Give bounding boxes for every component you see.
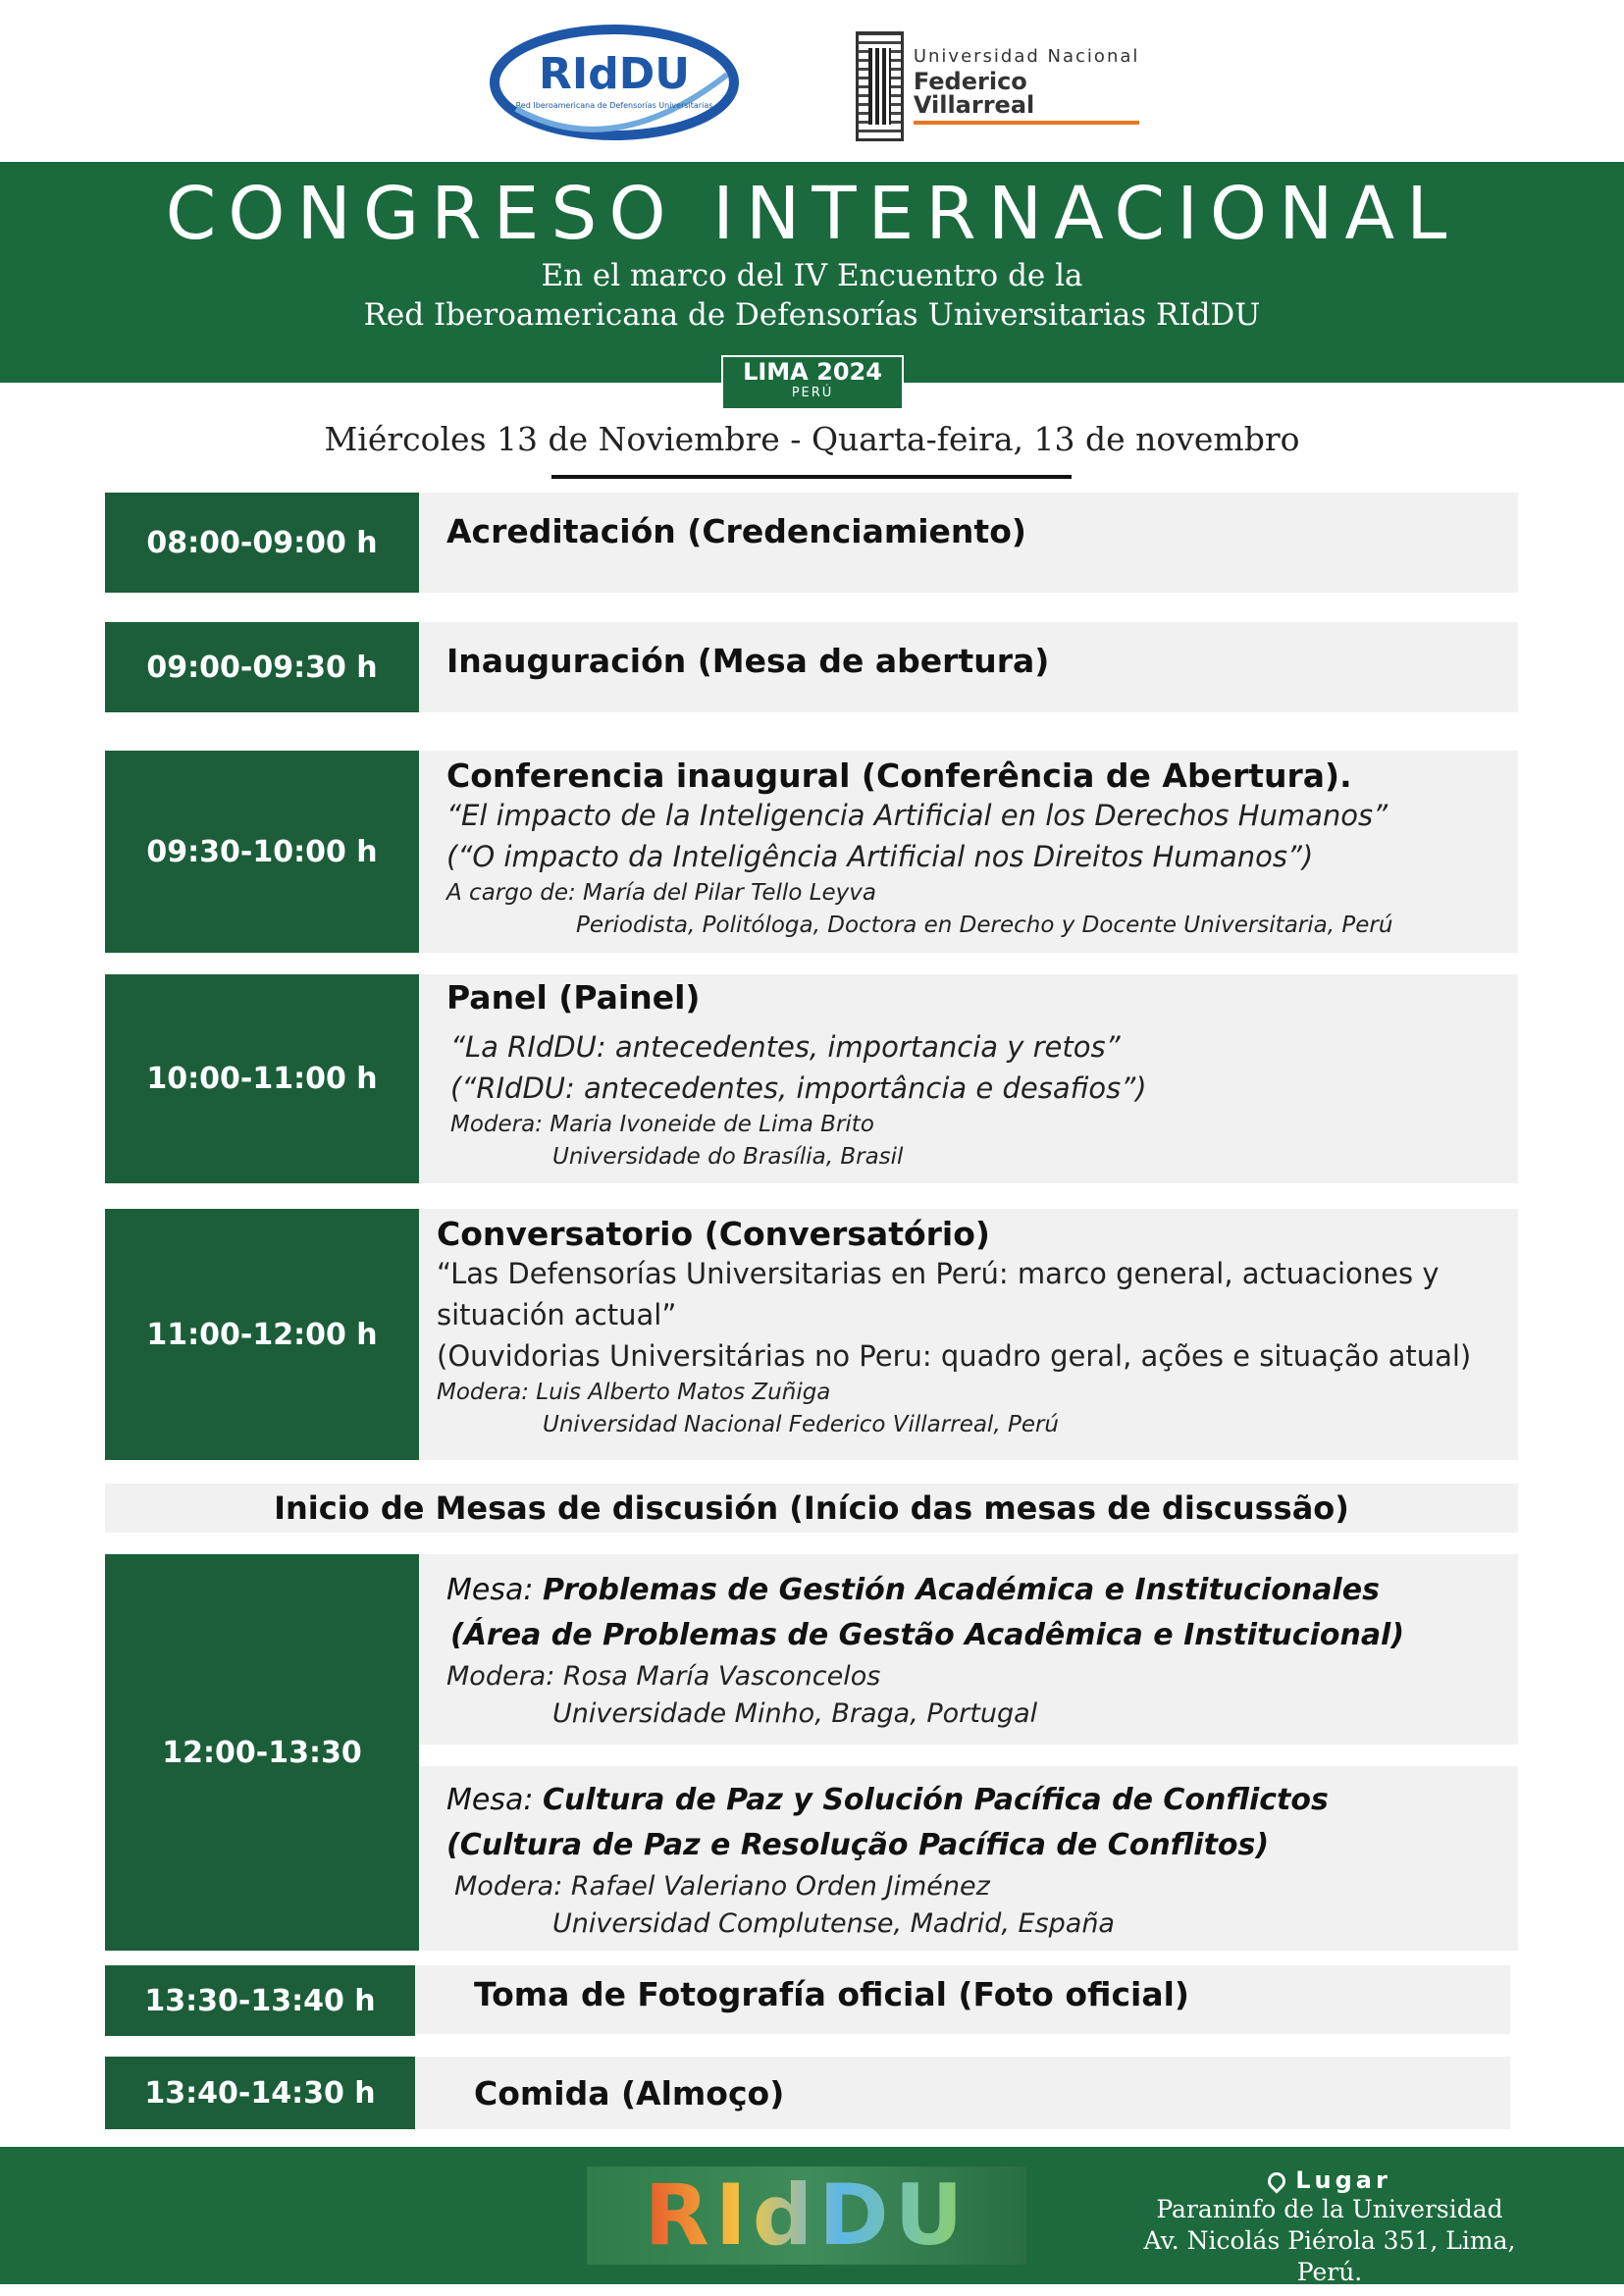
mesa-2 <box>419 1766 1518 1951</box>
moderator: Modera: Luis Alberto Matos Zuñiga <box>437 1380 831 1405</box>
time-slot-6: 12:00-13:30 <box>105 1554 419 1951</box>
agenda-item-5 <box>419 1209 1518 1460</box>
header-subtitle-1: En el marco del IV Encuentro de la <box>541 258 1083 293</box>
mesa-title-pt: (Cultura de Paz e Resolução Pacífica de Conflitos) <box>446 1828 1270 1862</box>
lima-2024-badge <box>721 355 904 410</box>
moderator-affiliation: Universidad Complutense, Madrid, España <box>552 1908 1115 1939</box>
venue-info <box>1109 2166 1550 2288</box>
time-slot-7: 13:30-13:40 h <box>105 1965 415 2036</box>
time-slot-8: 13:40-14:30 h <box>105 2057 415 2129</box>
conference-title-pt: (“O impacto da Inteligência Artificial nos Direitos Humanos”) <box>446 840 1314 873</box>
conversatorio-title-es: “Las Defensorías Universitarias en Perú: marco general, actuaciones y <box>437 1257 1440 1290</box>
time-slot-2: 09:00-09:30 h <box>105 622 419 712</box>
moderator-affiliation: Universidade do Brasília, Brasil <box>552 1144 904 1170</box>
mesa-1 <box>419 1554 1518 1745</box>
moderator: Modera: Rosa María Vasconcelos <box>446 1661 881 1692</box>
agenda-item-title: Conversatorio (Conversatório) <box>437 1215 990 1253</box>
conversatorio-title-pt: (Ouvidorias Universitárias no Peru: quadro geral, ações e situação atual) <box>437 1339 1472 1373</box>
moderator: Modera: Rafael Valeriano Orden Jiménez <box>454 1871 990 1902</box>
agenda-item-3 <box>419 751 1518 953</box>
agenda-item-title: Comida (Almoço) <box>474 2074 785 2113</box>
unfv-line1: Universidad Nacional <box>913 45 1140 67</box>
venue-line2: Av. Nicolás Piérola 351, Lima, Perú. <box>1143 2226 1516 2286</box>
badge-line2: PERÚ <box>791 386 834 400</box>
agenda-item-1 <box>419 493 1518 593</box>
time-slot-5: 11:00-12:00 h <box>105 1209 419 1460</box>
badge-line1: LIMA 2024 <box>743 358 882 386</box>
agenda-item-8 <box>415 2057 1510 2129</box>
agenda-item-title: Inauguración (Mesa de abertura) <box>446 642 1050 680</box>
mesa-title-es: Problemas de Gestión Académica e Institucionales <box>543 1573 1380 1607</box>
location-pin-icon <box>1264 2168 1288 2193</box>
header-band <box>0 162 1624 383</box>
agenda-item-4 <box>419 974 1518 1183</box>
time-slot-4: 10:00-11:00 h <box>105 974 419 1183</box>
conference-title-es: “El impacto de la Inteligencia Artificial en los Derechos Humanos” <box>446 799 1388 832</box>
panel-title-es: “La RIdDU: antecedentes, importancia y retos” <box>450 1030 1121 1064</box>
panel-title-pt: (“RIdDU: antecedentes, importância e desafios”) <box>450 1071 1147 1105</box>
mesas-section-header: Inicio de Mesas de discusión (Início das mesas de discussão) <box>105 1484 1518 1533</box>
footer-riddu-logo <box>587 2166 1026 2265</box>
unfv-crest-icon <box>856 31 904 141</box>
venue-line1: Paraninfo de la Universidad <box>1156 2195 1503 2223</box>
agenda-item-title: Toma de Fotografía oficial (Foto oficial) <box>474 1975 1189 2013</box>
date-divider <box>551 475 1072 479</box>
agenda-item-title: Conferencia inaugural (Conferência de Abertura). <box>446 757 1352 795</box>
riddu-logo-text: RIdDU <box>539 49 690 99</box>
agenda-item-2 <box>419 622 1518 712</box>
riddu-logo <box>487 16 742 149</box>
unfv-underline <box>914 121 1139 125</box>
moderator-affiliation: Universidade Minho, Braga, Portugal <box>552 1698 1038 1729</box>
mesa-prefix: Mesa: <box>446 1573 543 1607</box>
riddu-logo-subtitle: Red Iberoamericana de Defensorías Universitarias <box>515 101 713 110</box>
unfv-line2: Federico Villarreal <box>913 67 1035 119</box>
agenda-item-title: Panel (Painel) <box>446 978 701 1017</box>
page-title: CONGRESO INTERNACIONAL <box>165 172 1459 256</box>
speaker: A cargo de: María del Pilar Tello Leyva <box>446 880 876 906</box>
venue-label: Lugar <box>1295 2166 1391 2194</box>
agenda-item-title: Acreditación (Credenciamiento) <box>446 512 1026 550</box>
moderator: Modera: Maria Ivoneide de Lima Brito <box>450 1112 874 1137</box>
unfv-logo <box>856 29 1150 142</box>
speaker-affiliation: Periodista, Politóloga, Doctora en Derecho y Docente Universitaria, Perú <box>576 913 1393 938</box>
mesa-title-pt: (Área de Problemas de Gestão Acadêmica e Institucional) <box>450 1618 1405 1652</box>
moderator-affiliation: Universidad Nacional Federico Villarreal, Perú <box>543 1412 1060 1437</box>
header-subtitle-2: Red Iberoamericana de Defensorías Universitarias RIdDU <box>363 297 1261 333</box>
time-slot-3: 09:30-10:00 h <box>105 751 419 953</box>
event-date: Miércoles 13 de Noviembre - Quarta-feira, 13 de novembro <box>324 420 1300 458</box>
footer-logo-text: RIdDU <box>644 2166 969 2265</box>
mesa-prefix: Mesa: <box>446 1783 543 1817</box>
time-slot-1: 08:00-09:00 h <box>105 493 419 593</box>
mesa-title-es: Cultura de Paz y Solución Pacífica de Conflictos <box>543 1783 1329 1817</box>
conversatorio-title-es-cont: situación actual” <box>437 1298 677 1331</box>
agenda-item-7 <box>415 1965 1510 2034</box>
